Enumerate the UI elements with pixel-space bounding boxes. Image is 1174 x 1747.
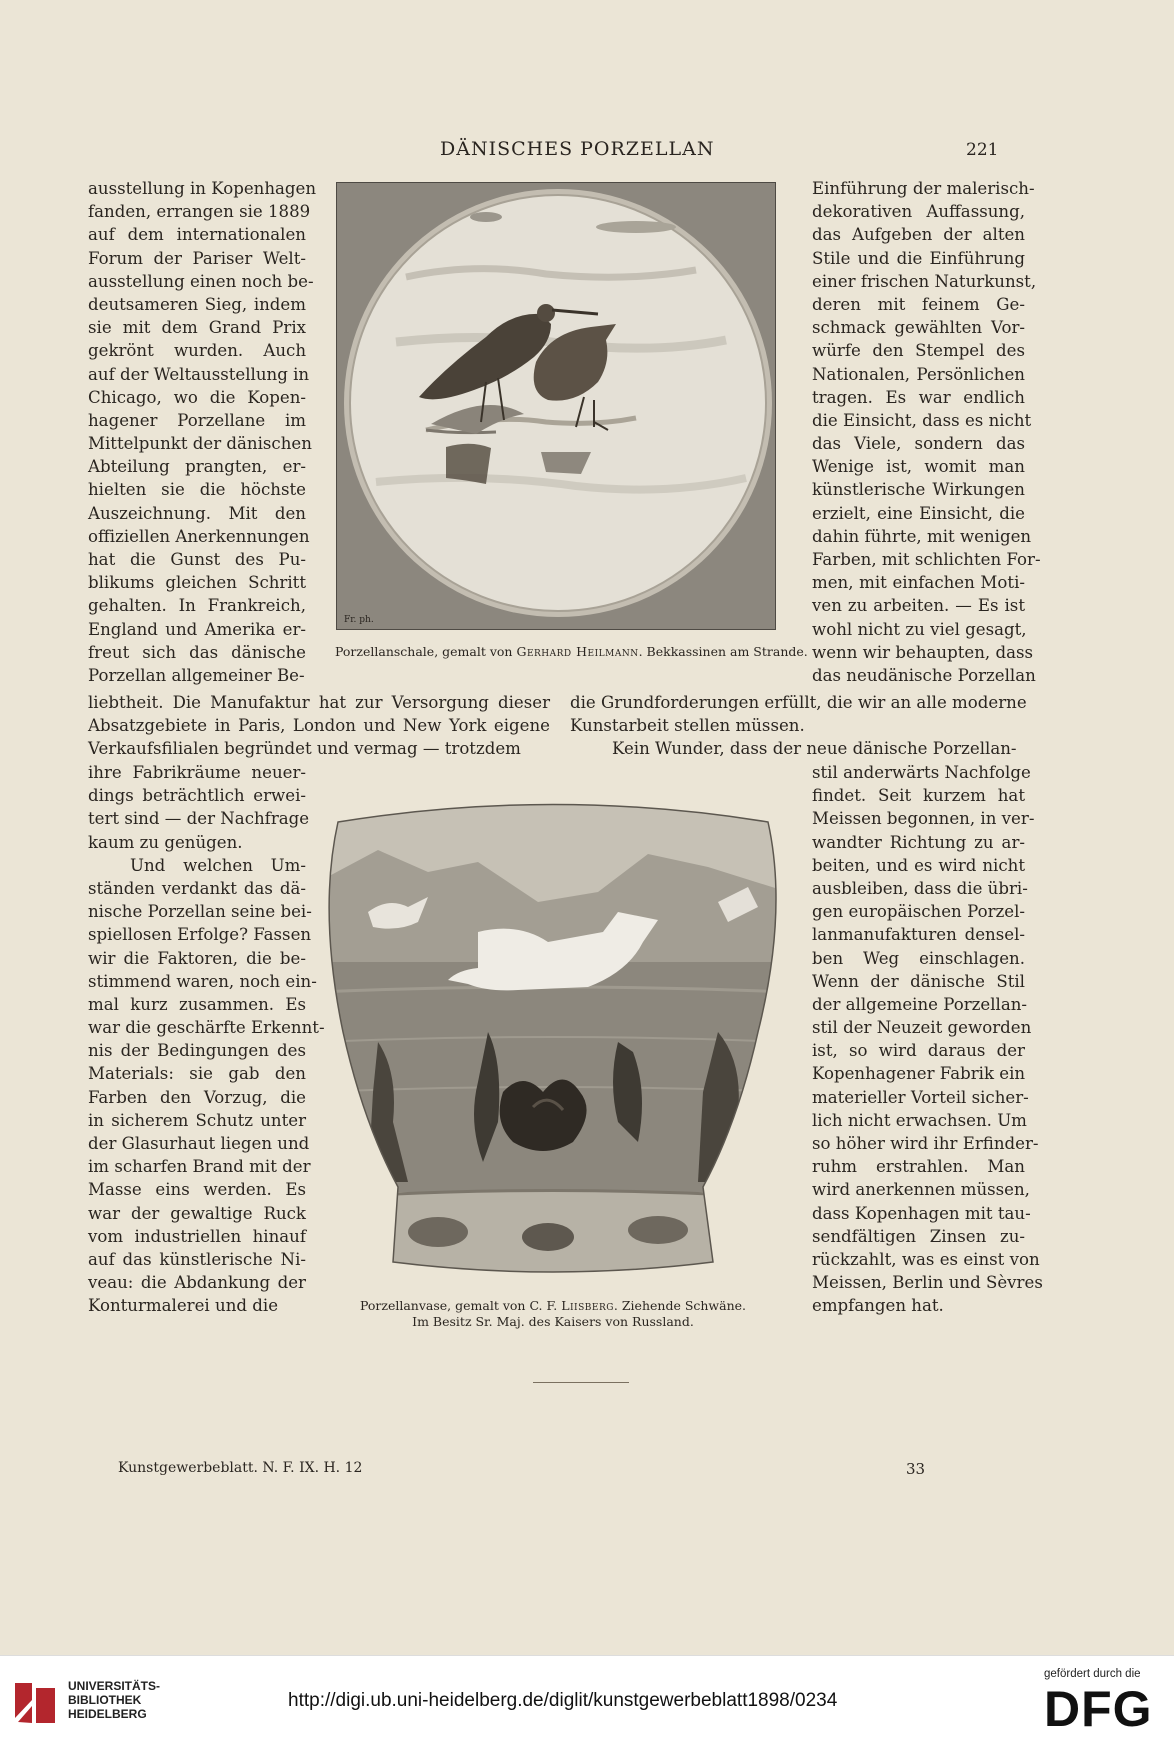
vase-figure — [318, 792, 788, 1277]
text-line: Verkaufsfilialen begründet und vermag — trotzdem — [88, 739, 521, 759]
text-line: Nationalen, Persönlichen — [812, 364, 1025, 384]
text-line: Kopenhagener Fabrik ein — [812, 1064, 1026, 1084]
text-line: men, mit einfachen Moti- — [812, 573, 1025, 593]
footer-journal: Kunstgewerbeblatt. N. F. IX. H. 12 — [118, 1460, 363, 1476]
text-line: Meissen, Berlin und Sèvres — [812, 1273, 1043, 1293]
text-line: findet. Seit kurzem hat — [812, 786, 1025, 806]
text-line: blikums gleichen Schritt — [88, 573, 306, 593]
left-column-upper — [88, 177, 317, 687]
text-line: auf das künstlerische Ni- — [88, 1249, 306, 1269]
text-line: Und welchen Um- — [130, 855, 306, 875]
text-line: empfangen hat. — [812, 1296, 944, 1316]
text-line: offiziellen Anerkennungen — [88, 526, 310, 546]
text-line: beiten, und es wird nicht — [812, 855, 1025, 875]
text-line: ausstellung in Kopenhagen — [88, 179, 317, 198]
text-line: veau: die Abdankung der — [88, 1273, 306, 1293]
text-line: fanden, errangen sie 1889 — [88, 202, 311, 222]
text-line: Auszeichnung. Mit den — [88, 503, 306, 523]
text-line: einer frischen Naturkunst, — [812, 271, 1037, 291]
text-line: das Aufgeben der alten — [812, 225, 1025, 245]
text-line: war die geschärfte Erkennt- — [88, 1018, 325, 1038]
vase-caption — [318, 1298, 788, 1330]
text-line: freut sich das dänische — [88, 642, 306, 662]
vase-caption-line-1 — [318, 1298, 788, 1314]
university-library-name — [68, 1679, 160, 1721]
text-line: im scharfen Brand mit der — [88, 1157, 311, 1177]
text-line: gen europäischen Porzel- — [812, 902, 1025, 922]
text-line: ben Weg einschlagen. — [812, 948, 1025, 968]
running-head-title: DÄNISCHES PORZELLAN — [440, 138, 715, 160]
text-line: kaum zu genügen. — [88, 832, 243, 852]
text-line: Einführung der malerisch- — [812, 179, 1035, 198]
text-line: spiellosen Erfolge? Fassen — [88, 925, 312, 945]
text-line: Masse eins werden. Es — [88, 1180, 306, 1200]
text-line: dekorativen Auffassung, — [812, 202, 1025, 222]
text-line: Chicago, wo die Kopen- — [88, 387, 306, 407]
text-line: Abteilung prangten, er- — [88, 457, 306, 477]
full-width-right-lines — [570, 691, 1025, 761]
text-line: Farben den Vorzug, die — [88, 1087, 306, 1107]
text-line: England und Amerika er- — [88, 619, 306, 639]
text-line: schmack gewählten Vor- — [812, 318, 1025, 338]
text-line: Konturmalerei und die — [88, 1296, 279, 1316]
text-line: Meissen begonnen, in ver- — [812, 809, 1035, 829]
text-line: Materials: sie gab den — [88, 1064, 306, 1084]
text-line: stimmend waren, noch ein- — [88, 971, 317, 991]
vase-illustration — [318, 792, 788, 1277]
dfg-logo: DFG — [1044, 1681, 1153, 1737]
library-line-2: BIBLIOTHEK — [68, 1693, 142, 1707]
text-line: der Glasurhaut liegen und — [88, 1134, 310, 1153]
text-line: Wenn der dänische Stil — [812, 971, 1025, 991]
text-line: tert sind — der Nachfrage — [88, 809, 310, 829]
text-line: vom industriellen hinauf — [88, 1226, 306, 1246]
text-line: tragen. Es war endlich — [812, 387, 1025, 407]
full-width-left-lines — [88, 691, 550, 761]
text-line: ausstellung einen noch be- — [88, 271, 314, 291]
permalink-url[interactable]: http://digi.ub.uni-heidelberg.de/diglit/kunstgewerbeblatt1898/0234 — [288, 1690, 838, 1711]
plate-figure — [336, 182, 776, 630]
text-line: ihre Fabrikräume neuer- — [88, 763, 306, 782]
text-line: die Grundforderungen erfüllt, die wir an alle moderne — [570, 693, 1027, 712]
plate-caption-pre: Porzellanschale, gemalt von — [335, 644, 517, 659]
text-line: das Viele, sondern das — [812, 434, 1025, 454]
plate-caption-artist: Gerhard Heilmann — [516, 644, 639, 659]
text-line: stil der Neuzeit geworden — [812, 1018, 1032, 1038]
text-line: gekrönt wurden. Auch — [88, 341, 306, 361]
text-line: wir die Faktoren, die be- — [88, 948, 306, 968]
sponsor-label: gefördert durch die — [1044, 1668, 1141, 1680]
text-line: ruhm erstrahlen. Man — [812, 1157, 1025, 1177]
text-line: ist, so wird daraus der — [812, 1041, 1025, 1061]
text-line: dings beträchtlich erwei- — [88, 786, 306, 806]
text-line: wenn wir behaupten, dass — [812, 642, 1033, 662]
plate-illustration — [336, 182, 776, 630]
vase-caption-artist: Liisberg — [561, 1298, 614, 1313]
digitization-bar — [0, 1655, 1174, 1747]
text-line: deren mit feinem Ge- — [812, 294, 1025, 314]
text-line: ven zu arbeiten. — Es ist — [812, 596, 1025, 616]
text-line: ausbleiben, dass die übri- — [812, 878, 1028, 898]
text-line: mal kurz zusammen. Es — [88, 994, 306, 1014]
text-line: dahin führte, mit wenigen — [812, 526, 1032, 546]
vase-caption-pre: Porzellanvase, gemalt von C. F. — [359, 1298, 562, 1313]
right-column-upper — [812, 177, 1041, 687]
text-line: Forum der Pariser Welt- — [88, 248, 306, 268]
text-line: dass Kopenhagen mit tau- — [812, 1203, 1031, 1223]
text-line: nische Porzellan seine bei- — [88, 902, 312, 922]
text-line: materieller Vorteil sicher- — [812, 1087, 1029, 1107]
text-line: Kunstarbeit stellen müssen. — [570, 716, 805, 736]
text-line: würfe den Stempel des — [812, 341, 1025, 361]
text-line: wird anerkennen müssen, — [812, 1180, 1030, 1200]
text-line: Kein Wunder, dass der neue dänische Porzellan- — [612, 739, 1017, 759]
text-line: so höher wird ihr Erfinder- — [812, 1134, 1039, 1153]
plate-signature: Fr. ph. — [344, 615, 374, 625]
text-line: hat die Gunst des Pu- — [88, 550, 306, 569]
text-line: ständen verdankt das dä- — [88, 878, 306, 898]
text-line: in sicherem Schutz unter — [88, 1110, 306, 1130]
text-line: auf der Weltausstellung in — [88, 364, 310, 384]
plate-caption-post: . Bekkassinen am Strande. — [638, 644, 808, 659]
page-number: 221 — [966, 140, 999, 160]
text-line: Farben, mit schlichten For- — [812, 550, 1041, 569]
text-line: deutsameren Sieg, indem — [88, 294, 306, 314]
library-line-3: HEIDELBERG — [68, 1707, 147, 1721]
vase-caption-post: . Ziehende Schwäne. — [613, 1298, 747, 1313]
text-line: hagener Porzellane im — [88, 410, 306, 430]
text-line: wohl nicht zu viel gesagt, — [812, 619, 1027, 639]
text-line: Mittelpunkt der dänischen — [88, 434, 312, 454]
footer-signature-mark: 33 — [906, 1460, 926, 1478]
text-line: liebtheit. Die Manufaktur hat zur Versorgung dieser — [88, 693, 550, 712]
text-line: der allgemeine Porzellan- — [812, 994, 1028, 1014]
text-line: erzielt, eine Einsicht, die — [812, 503, 1025, 523]
vase-caption-line-2: Im Besitz Sr. Maj. des Kaisers von Russland. — [412, 1314, 694, 1329]
text-line: sie mit dem Grand Prix — [88, 318, 306, 338]
text-line: wandter Richtung zu ar- — [812, 832, 1025, 852]
text-line: Absatzgebiete in Paris, London und New York eigene — [88, 716, 550, 736]
text-line: auf dem internationalen — [88, 225, 306, 245]
text-line: künstlerische Wirkungen — [812, 480, 1025, 500]
text-line: die Einsicht, dass es nicht — [812, 410, 1032, 430]
university-library-logo-icon — [10, 1678, 60, 1728]
text-line: sendfältigen Zinsen zu- — [812, 1226, 1025, 1246]
text-line: lanmanufakturen densel- — [812, 925, 1025, 945]
text-line: lich nicht erwachsen. Um — [812, 1110, 1027, 1130]
text-line: Wenige ist, womit man — [812, 457, 1025, 477]
text-line: rückzahlt, was es einst von — [812, 1249, 1040, 1269]
text-line: stil anderwärts Nachfolge — [812, 763, 1031, 782]
section-rule — [533, 1382, 629, 1383]
text-line: gehalten. In Frankreich, — [88, 596, 306, 616]
text-line: Stile und die Einführung — [812, 248, 1025, 268]
text-line: nis der Bedingungen des — [88, 1041, 306, 1061]
text-line: Porzellan allgemeiner Be- — [88, 665, 305, 685]
left-column-lower — [88, 761, 325, 1318]
text-line: das neudänische Porzellan — [812, 665, 1036, 685]
text-line: war der gewaltige Ruck — [88, 1203, 306, 1223]
text-line: hielten sie die höchste — [88, 480, 306, 500]
library-line-1: UNIVERSITÄTS- — [68, 1679, 161, 1693]
right-column-lower — [812, 761, 1043, 1318]
plate-caption — [335, 644, 808, 660]
